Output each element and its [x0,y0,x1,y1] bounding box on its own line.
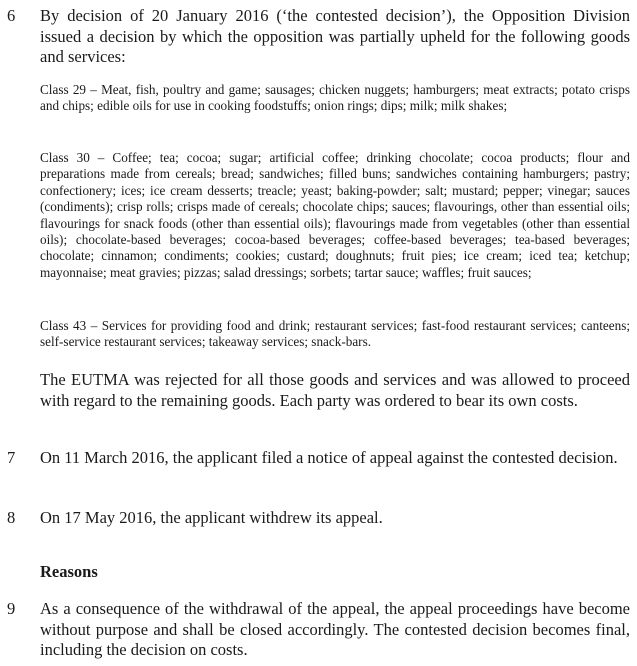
paragraph-text: As a consequence of the withdrawal of the appeal, the appeal proceedings have become without purpose and shall be closed accordingly. The contested decision becomes final, including the decision on costs. [40,599,630,659]
paragraph-text: On 17 May 2016, the applicant withdrew its appeal. [40,508,383,527]
section-heading: Reasons [40,562,98,581]
class-43-list: Class 43 – Services for providing food and drink; restaurant services; fast-food restaurant services; canteens; self-service restaurant services; takeaway services; snack-bars. [40,318,630,350]
paragraph-number: 7 [7,448,16,467]
paragraph-text: By decision of 20 January 2016 (‘the contested decision’), the Opposition Division issued a decision by which the opposition was partially upheld for the following goods and services: [40,6,630,66]
paragraph-text: The EUTMA was rejected for all those goods and services and was allowed to proceed with regard to the remaining goods. Each party was ordered to bear its own costs. [40,370,630,410]
paragraph-number: 9 [7,599,16,618]
paragraph-number: 6 [7,6,16,25]
paragraph-text: On 11 March 2016, the applicant filed a notice of appeal against the contested decision. [40,448,618,467]
class-30-list: Class 30 – Coffee; tea; cocoa; sugar; artificial coffee; drinking chocolate; cocoa products; flour and preparations made from cereals; bread; sandwiches; filled buns; sandwiches containing hamburgers; pastry; confectionery; ices; ice cream desserts; treacle; yeast; baking-powder; salt; mustard; pepper; vinegar; sauces (condiments); crisp rolls; crisps made of cereals; chocolate chips; sauces; flavourings, other than essential oils; flavourings for snack foods (other than essential oils); flavourings made from vegetables (other than essential oils); chocolate-based beverages; cocoa-based beverages; coffee-based beverages; tea-based beverages; chocolate; cinnamon; condiments; cookies; custard; doughnuts; fruit pies; ice cream; iced tea; ketchup; mayonnaise; meat gravies; pizzas; salad dressings; sorbets; tartar sauce; waffles; fruit sauces; [40,150,630,280]
class-29-list: Class 29 – Meat, fish, poultry and game; sausages; chicken nuggets; hamburgers; meat extracts; potato crisps and chips; edible oils for use in cooking foodstuffs; onion rings; dips; milk; milk shakes; [40,82,630,114]
paragraph-number: 8 [7,508,16,527]
